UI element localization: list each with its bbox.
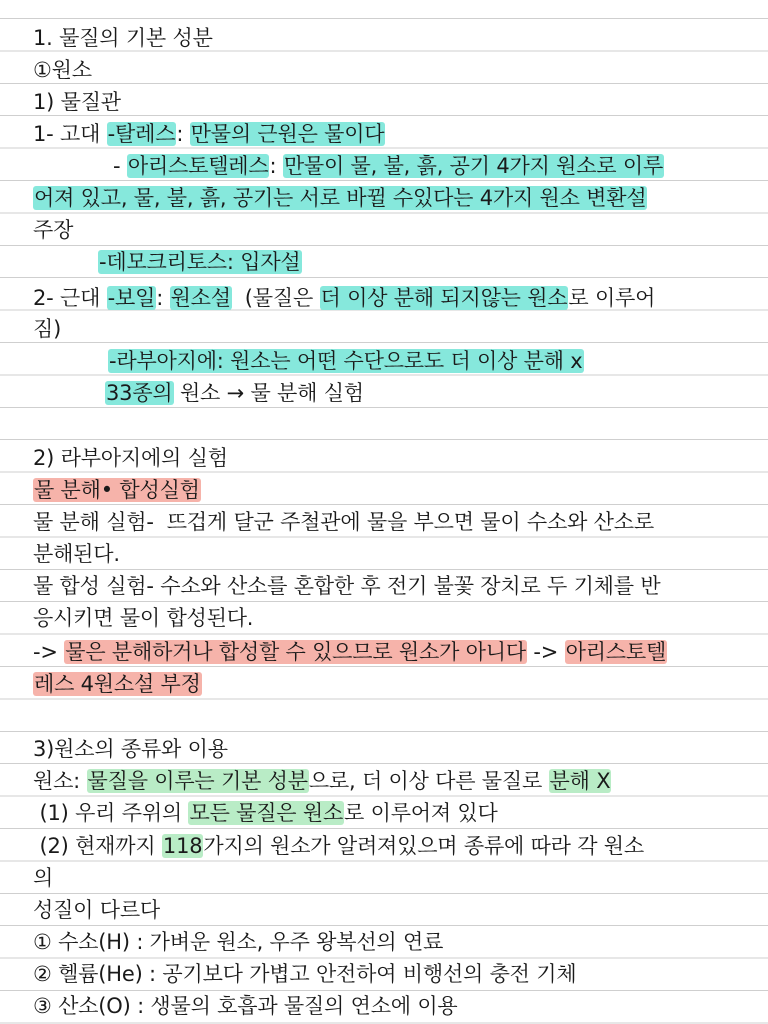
- lavoisier-line: [108, 345, 753, 377]
- boyle-paren: (물질은: [231, 286, 320, 310]
- thales-desc: 만물의 근원은 물이다: [190, 122, 385, 146]
- def-mid: 으로, 더 이상 다른 물질로: [308, 769, 549, 793]
- aristotle-dash: -: [113, 154, 127, 178]
- def-label: 원소:: [33, 769, 87, 793]
- boyle-name: -보일: [107, 286, 156, 310]
- thales-name: -탈레스: [107, 122, 176, 146]
- conclusion-line: [33, 636, 753, 668]
- synth-line-2: 응시키면 물이 합성된다.: [33, 606, 254, 630]
- modern-prefix: 2- 근대: [33, 286, 107, 310]
- item1-highlight: 모든 물질은 원소: [189, 801, 344, 825]
- arrow-2: ->: [526, 640, 565, 664]
- democritus-text: -데모크리토스: 입자설: [99, 250, 301, 274]
- lavoisier-text: -라부아지에: 원소는 어떤 수단으로도 더 이상 분해 x: [109, 349, 583, 373]
- conclusion-text: 물은 분해하거나 합성할 수 있으므로 원소가 아니다: [65, 640, 526, 664]
- use-item-hydrogen: ① 수소(H) : 가벼운 원소, 우주 왕복선의 연료: [33, 930, 444, 954]
- item2-a: (2) 현재까지: [33, 834, 162, 858]
- item2-highlight: 118: [162, 834, 203, 858]
- decomp-line-1: 물 분해 실험- 뜨겁게 달군 주철관에 물을 부으면 물이 수소와 산소로: [33, 510, 654, 534]
- aristotle-name: 아리스토텔레스: [127, 154, 269, 178]
- use-item-oxygen: ③ 산소(O) : 생물의 호흡과 물질의 연소에 이용: [33, 994, 458, 1018]
- definition-line: [33, 765, 753, 797]
- note-heading: 1. 물질의 기본 성분: [33, 26, 213, 50]
- count-tail: 원소 → 물 분해 실험: [173, 381, 364, 405]
- section3-title: 3)원소의 종류와 이용: [33, 737, 228, 761]
- item2-cont: 의: [33, 866, 54, 890]
- item2-cont-2: 성질이 다르다: [33, 898, 160, 922]
- thales-colon: :: [176, 122, 190, 146]
- boyle-cont: 짐): [33, 317, 62, 341]
- experiment-label: 물 분해• 합성실험: [34, 478, 200, 502]
- section1-title: 1) 물질관: [33, 90, 121, 114]
- item1-b: 로 이루어져 있다: [344, 801, 498, 825]
- item2-line: [33, 830, 753, 862]
- refute-1: 아리스토텔: [565, 640, 667, 664]
- boyle-tail: 로 이루어: [568, 286, 656, 310]
- synth-line-1: 물 합성 실험- 수소와 산소를 혼합한 후 전기 불꽃 장치로 두 기체를 반: [33, 574, 661, 598]
- ancient-prefix: 1- 고대: [33, 122, 107, 146]
- aristotle-colon: :: [269, 154, 283, 178]
- boyle-colon: :: [156, 286, 170, 310]
- element-heading: ①원소: [33, 58, 92, 82]
- experiment-line: [33, 474, 753, 506]
- aristotle-line: [113, 150, 753, 182]
- aristotle-desc-1: 만물이 물, 불, 흙, 공기 4가지 원소로 이루: [283, 154, 664, 178]
- decomp-line-2: 분해된다.: [33, 542, 120, 566]
- arrow-1: ->: [33, 640, 65, 664]
- refute-line: [33, 668, 753, 700]
- use-item-helium: ② 헬륨(He) : 공기보다 가볍고 안전하여 비행선의 충전 기체: [33, 962, 577, 986]
- aristotle-line-3: 주장: [33, 218, 74, 242]
- count-line: [105, 377, 753, 409]
- modern-line: [33, 282, 753, 314]
- item2-b: 가지의 원소가 알려져있으며 종류에 따라 각 원소: [203, 834, 644, 858]
- def-highlight: 물질을 이루는 기본 성분: [87, 769, 308, 793]
- ancient-line: [33, 118, 753, 150]
- def-highlight-2: 분해 X: [549, 769, 611, 793]
- democritus-line: [98, 246, 753, 278]
- item1-line: [33, 797, 753, 829]
- count-highlight: 33종의: [106, 381, 173, 405]
- aristotle-line-2: [33, 182, 753, 214]
- section2-title: 2) 라부아지에의 실험: [33, 446, 228, 470]
- boyle-term: 원소설: [170, 286, 231, 310]
- boyle-def: 더 이상 분해 되지않는 원소: [320, 286, 568, 310]
- item1-a: (1) 우리 주위의: [33, 801, 189, 825]
- aristotle-desc-2: 어져 있고, 물, 불, 흙, 공기는 서로 바뀔 수있다는 4가지 원소 변환설: [34, 186, 647, 210]
- refute-2: 레스 4원소설 부정: [34, 672, 201, 696]
